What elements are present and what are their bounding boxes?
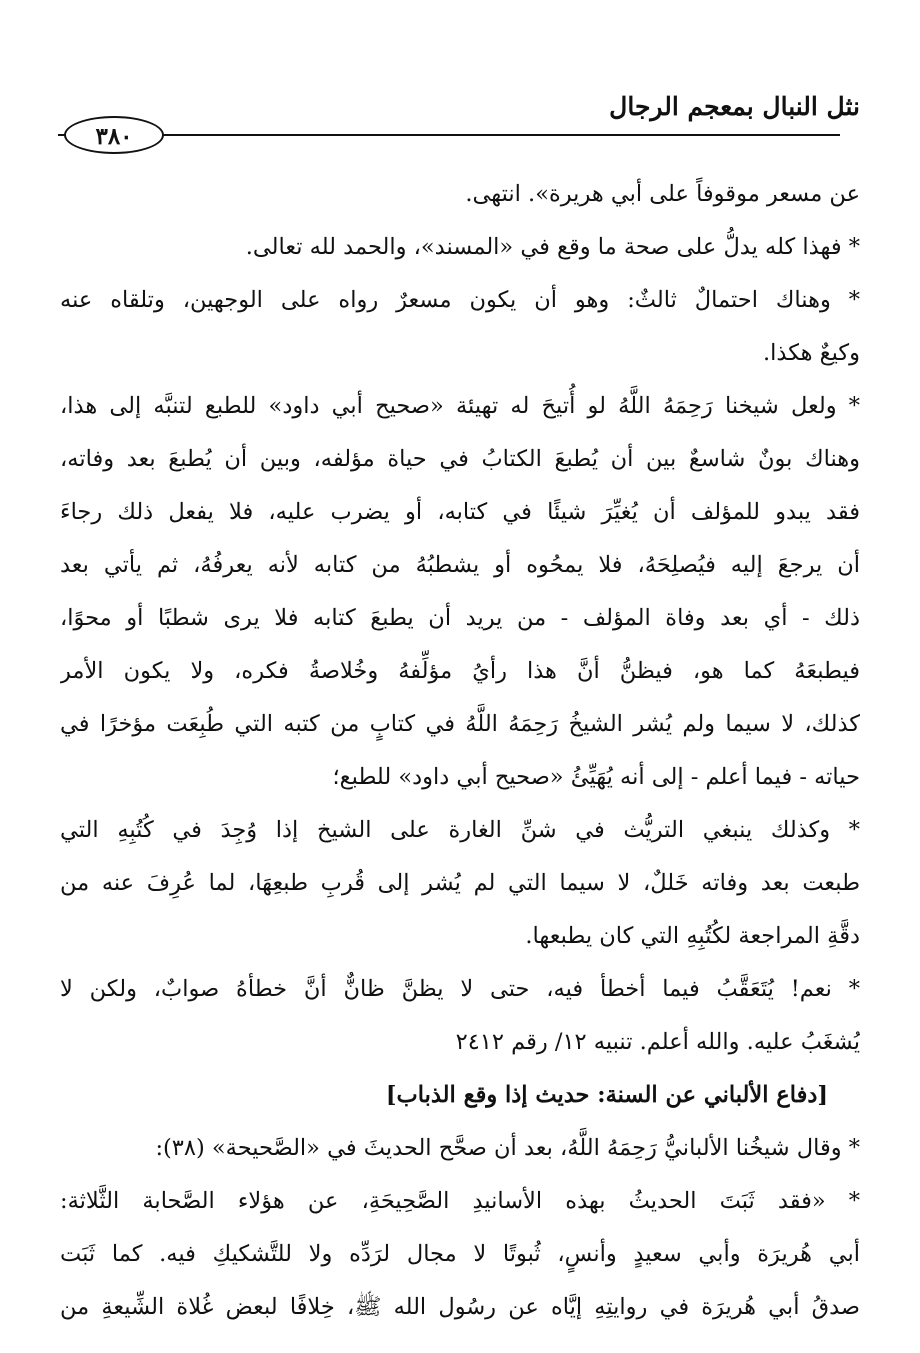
text-line: * «فقد ثَبَتَ الحديثُ بهذه الأسانيدِ الصَّحِيحَةِ، عن هؤلاء الصَّحابة الثَّلاثة: <box>60 1188 860 1214</box>
text-line: * فهذا كله يدلُّ على صحة ما وقع في «المسند»، والحمد لله تعالى. <box>245 234 860 260</box>
text-line: وكيعٌ هكذا. <box>763 340 860 366</box>
text-line: يُشغَبُ عليه. والله أعلم. تنبيه ١٢/ رقم ٢٤١٢ <box>455 1029 860 1055</box>
text-line: كذلك، لا سيما ولم يُشر الشيخُ رَحِمَهُ اللَّهُ في كتابٍ من كتبه التي طُبِعَت مؤخرًا في <box>60 711 860 737</box>
text-line: حياته - فيما أعلم - إلى أنه يُهَيِّئُ «صحيح أبي داود» للطبع؛ <box>332 764 860 790</box>
page-number-badge: ٣٨٠ <box>64 116 164 154</box>
page-body <box>60 168 860 1334</box>
text-line: فقد يبدو للمؤلف أن يُغيِّرَ شيئًا في كتابه، أو يضرب عليه، فلا يفعل ذلك رجاءَ <box>60 499 860 525</box>
text-line: أبي هُريرَة وأبي سعيدٍ وأنسٍ، ثُبوتًا لا مجال لرَدِّه ولا للتَّشكيكِ فيه. كما ثَبَت <box>60 1241 860 1267</box>
running-header-title: نثل النبال بمعجم الرجال <box>609 92 860 121</box>
text-line: * وقال شيخُنا الألبانيُّ رَحِمَهُ اللَّهُ، بعد أن صحَّح الحديثَ في «الصَّحيحة» (٣٨): <box>155 1135 860 1161</box>
text-line: * وكذلك ينبغي التريُّث في شنِّ الغارة على الشيخ إذا وُجِدَ في كُتُبِهِ التي <box>60 817 860 843</box>
text-line: ذلك - أي بعد وفاة المؤلف - من يريد أن يطبعَ كتابه فلا يرى شطبًا أو محوًا، <box>60 605 860 631</box>
header-rule <box>58 134 840 136</box>
text-line: * ولعل شيخنا رَحِمَهُ اللَّهُ لو أُتيحَ له تهيئة «صحيح أبي داود» للطبع لتنبَّه إلى هذا، <box>60 393 860 419</box>
text-line: أن يرجعَ إليه فيُصلِحَهُ، فلا يمحُوه أو يشطبُهُ من كتابه لأنه يعرفُهُ، ثم يأتي بعد <box>60 552 860 578</box>
text-line: * نعم! يُتَعَقَّبُ فيما أخطأ فيه، حتى لا يظنَّ ظانٌّ أنَّ خطأهُ صوابٌ، ولكن لا <box>60 976 860 1002</box>
text-line: * وهناك احتمالٌ ثالثٌ: وهو أن يكون مسعرٌ رواه على الوجهين، وتلقاه عنه <box>60 287 860 313</box>
section-heading: [دفاع الألباني عن السنة: حديث إذا وقع الذباب] <box>385 1082 828 1108</box>
text-line: فيطبعَهُ كما هو، فيظنُّ أنَّ هذا رأيُ مؤلِّفهُ وخُلاصةُ فكره، ولا يكون الأمر <box>60 658 860 684</box>
text-line: دقَّةِ المراجعة لكُتُبِهِ التي كان يطبعها. <box>525 923 860 949</box>
text-line: صدقُ أبي هُريرَة في روايتِهِ إيَّاه عن رسُول الله ﷺ، خِلافًا لبعض غُلاة الشِّيعةِ من <box>60 1294 860 1320</box>
text-line: عن مسعر موقوفاً على أبي هريرة». انتهى. <box>465 181 860 207</box>
text-line: طبعت بعد وفاته خَللٌ، لا سيما التي لم يُشر إلى قُربِ طبعِهَا، لما عُرِفَ عنه من <box>60 870 860 896</box>
text-line: وهناك بونٌ شاسعٌ بين أن يُطبعَ الكتابُ في حياة مؤلفه، وبين أن يُطبعَ بعد وفاته، <box>60 446 860 472</box>
